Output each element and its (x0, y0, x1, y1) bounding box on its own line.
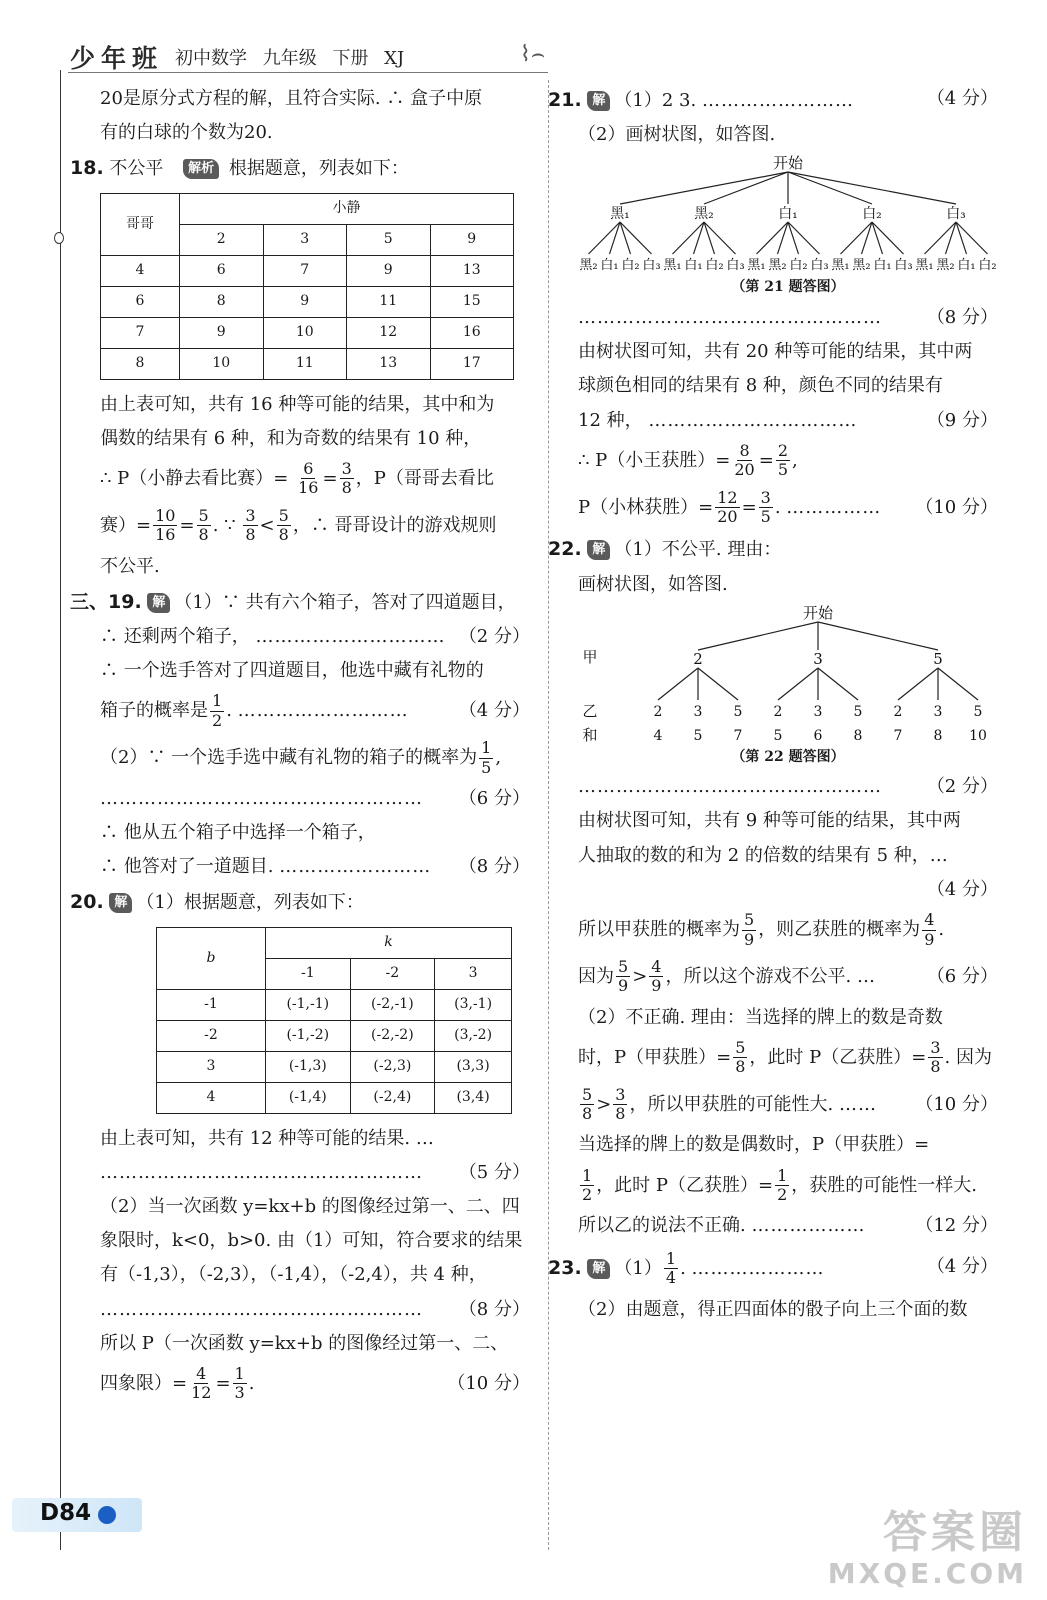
tree-node-label: 和 (582, 725, 598, 744)
score: （4 分） (458, 700, 530, 722)
table-cell: 9 (430, 224, 514, 255)
table-cell: (-2,3) (350, 1051, 435, 1082)
tree-node-label: 3 (693, 703, 703, 720)
table-cell: 10 (263, 317, 347, 348)
text: 赛）= (100, 514, 152, 536)
question-21-header: 21. 解 （1）2 3. …………………… （4 分） (548, 82, 998, 118)
tree-branch (658, 668, 698, 700)
score: （2 分） (926, 776, 998, 798)
text: （1）∵ 共有六个箱子，答对了四道题目， (174, 591, 516, 613)
watermark-text: 答案圈 (883, 1507, 1027, 1558)
text-line: 人抽取的数的和为 2 的倍数的结果有 5 种，… (578, 844, 948, 866)
table-cell: (-1,3) (266, 1051, 351, 1082)
book-info: 初中数学 九年级 下册 XJ (175, 48, 405, 69)
math-line: ∴ P（小王获胜）= $\frac{8}{20}$ = $\frac{2}{5}$ , (578, 440, 798, 480)
column-header: k (266, 927, 512, 958)
table-cell: -2 (350, 958, 435, 989)
tree-node-label: 2 (893, 703, 903, 720)
tree-branch (938, 668, 978, 700)
tree-node-label: 5 (853, 703, 863, 720)
text-line: 当选择的牌上的数是偶数时，P（甲获胜）= (578, 1134, 930, 1156)
text: 所以甲获胜的概率为 (578, 919, 740, 941)
math-line: $\frac{5}{8}$ > $\frac{3}{8}$ ，所以甲获胜的可能性大. …… （10 分） (578, 1082, 998, 1129)
question-number: 20. (70, 891, 104, 914)
margin-ring-icon (54, 232, 64, 244)
score: （10 分） (915, 1093, 998, 1115)
tree-branch (778, 668, 818, 700)
text: （2）∵ 一个选手选中藏有礼物的箱子的概率为 (100, 747, 478, 769)
text-line: ………………………………………… （8 分） (578, 301, 998, 335)
tree-node-label: 5 (773, 727, 783, 744)
table-cell: -2 (157, 1020, 266, 1051)
tree-node-label: 3 (933, 703, 943, 720)
text: （1） (614, 1257, 662, 1279)
question-number: 21. (548, 89, 582, 111)
text-line: 由上表可知，共有 16 种等可能的结果，其中和为 (100, 393, 495, 415)
math-line: 四象限）= $\frac{4}{12}$ = $\frac{1}{3}$ . （10 分） (100, 1361, 530, 1408)
text: ，所以甲获胜的可能性大. (629, 1093, 834, 1115)
fraction: $\frac{5}{8}$ (278, 505, 289, 545)
tree-node-label: 白₁ (778, 206, 798, 223)
text: ∴ P（小静去看比赛）= (100, 467, 289, 489)
table-cell: 6 (101, 286, 180, 317)
text: ∴ P（小王获胜）= (578, 449, 731, 471)
text-line: ∴ 他答对了一道题目. …………………… （8 分） (100, 850, 530, 884)
table-cell: 2 (180, 224, 264, 255)
tree-node-label: 黑₁ (747, 258, 766, 274)
tree-node-label: 5 (973, 703, 983, 720)
column-divider (548, 80, 549, 1550)
tree-node-label: 白₁ (957, 258, 976, 274)
tree-node-label: 3 (813, 649, 823, 668)
fraction: $\frac{5}{8}$ (735, 1037, 746, 1077)
table-cell: 3 (157, 1051, 266, 1082)
text: ，此时 P（乙获胜）= (596, 1174, 774, 1196)
score: （6 分） (926, 965, 998, 987)
table-cell: 13 (430, 255, 514, 286)
score: （10 分） (447, 1372, 530, 1394)
table-cell: -1 (157, 989, 266, 1020)
tree-node-label: 黑₂ (579, 258, 598, 274)
tree-node-label: 7 (893, 727, 903, 744)
right-column (548, 82, 998, 1327)
math-line: 箱子的概率是 $\frac{1}{2}$ . ……………………… （4 分） (100, 688, 530, 735)
tree-node-label: 白₂ (862, 206, 882, 223)
brand-logo: 少年班 (70, 44, 164, 73)
table-cell: 9 (347, 255, 431, 286)
text: 根据题意，列表如下： (228, 158, 409, 180)
text: 因为 (578, 965, 614, 987)
table-cell: 3 (263, 224, 347, 255)
text: 四象限）= (100, 1372, 188, 1394)
tree-node-label: 白₃ (946, 206, 966, 223)
tree-diagram-21 (578, 154, 998, 274)
pair-table (156, 927, 512, 1114)
math-line: 所以甲获胜的概率为 $\frac{5}{9}$ ，则乙获胜的概率为 $\frac{4}{9}$ . (578, 910, 945, 949)
tree-node-label: 白₃ (726, 258, 745, 274)
text-line: ………………………………………… （2 分） (578, 770, 998, 804)
text-line: 所以乙的说法不正确. ……………… （12 分） (578, 1209, 998, 1243)
watermark-url: MXQE.COM (827, 1557, 1027, 1590)
table-cell: 15 (430, 286, 514, 317)
math-line: （2）∵ 一个选手选中藏有礼物的箱子的概率为 $\frac{1}{5}$ , (100, 738, 502, 777)
tree-node-label: 白₁ (684, 258, 703, 274)
question-number: 22. (548, 538, 582, 561)
fraction: $\frac{10}{16}$ (155, 505, 176, 545)
question-18-header (70, 150, 530, 186)
tree-node-label: 白₂ (621, 258, 640, 274)
table-cell: (3,3) (435, 1051, 512, 1082)
tree-branch (704, 172, 788, 204)
table-cell: (-2,-2) (350, 1020, 435, 1051)
math-line: ∴ P（小静去看比赛）= $\frac{6}{16}$ = $\frac{3}{8}$ ，P（哥哥去看比 (100, 459, 494, 498)
tree-node-label: 黑₂ (852, 258, 871, 274)
tree-branch (818, 668, 858, 700)
tree-node-label: 甲 (582, 647, 598, 666)
math-line: P（小林获胜）= $\frac{12}{20}$ = $\frac{3}{5}$ . …………… （10 分） (578, 485, 998, 532)
table-cell: 8 (101, 348, 180, 379)
text: （1）2 3. (614, 90, 697, 111)
table-row (101, 286, 514, 317)
tree-node-label: 白₂ (789, 258, 808, 274)
fraction: $\frac{3}{8}$ (615, 1084, 626, 1124)
text-line: 20是原分式方程的解，且符合实际. ∴ 盒子中原 (100, 88, 483, 109)
text-line: （2）不正确. 理由：当选择的牌上的数是奇数 (578, 1006, 943, 1028)
tree-branch (698, 622, 818, 650)
text: ∴ 他答对了一道题目. (100, 856, 274, 878)
fraction: $\frac{5}{8}$ (582, 1084, 593, 1124)
solution-tag: 解 (587, 1259, 610, 1279)
text: ∴ 还剩两个箱子， (100, 625, 250, 647)
table-cell: 12 (347, 317, 431, 348)
text: . 因为 (944, 1046, 992, 1068)
tree-node-label: 4 (653, 727, 663, 744)
table-row (157, 989, 512, 1020)
text-line: 球颜色相同的结果有 8 种，颜色不同的结果有 (578, 375, 943, 397)
text: 箱子的概率是 (100, 700, 208, 722)
table-cell: 17 (430, 348, 514, 379)
score: （10 分） (915, 496, 998, 518)
text: 由上表可知，共有 12 种等可能的结果. (100, 1127, 411, 1149)
text-line: 12 种， …………………………… （9 分） (578, 404, 998, 438)
question-23-header: 23. 解 （1） $\frac{1}{4}$ . ………………… （4 分） (548, 1244, 998, 1293)
table-row (157, 1082, 512, 1113)
tree-node-label: 白₁ (600, 258, 619, 274)
decoration-icon: ⌇⌢ (520, 42, 546, 67)
table-cell: 5 (347, 224, 431, 255)
tree-branch (620, 172, 788, 204)
text-line: 偶数的结果有 6 种，和为奇数的结果有 10 种， (100, 427, 482, 449)
fraction: $\frac{1}{2}$ (582, 1165, 593, 1205)
solution-tag: 解 (587, 540, 610, 560)
text-line: （2）当一次函数 y=kx+b 的图像经过第一、二、四 (100, 1196, 520, 1217)
fraction: $\frac{3}{8}$ (245, 505, 256, 545)
text-line: （2）画树状图，如答图. (578, 124, 776, 146)
tree-branch (788, 172, 872, 204)
math-line: 赛）= $\frac{10}{16}$ = $\frac{5}{8}$ . ∵ $\frac{3}{8}$ < $\frac{5}{8}$ ，∴ 哥哥设计的游戏规则 (100, 505, 497, 545)
table-cell: (-2,-1) (350, 989, 435, 1020)
text-line: 由树状图可知，共有 20 种等可能的结果，其中两 (578, 341, 973, 363)
question-19-header (70, 584, 530, 620)
question-22-header (548, 531, 998, 567)
score: （5 分） (458, 1161, 530, 1183)
text-line: 画树状图，如答图. (578, 573, 728, 595)
tree-node-label: 5 (733, 703, 743, 720)
text: ，P（哥哥去看比 (355, 467, 494, 489)
table-cell: (-1,-2) (266, 1020, 351, 1051)
text: P（小林获胜）= (578, 496, 714, 518)
fraction: $\frac{4}{9}$ (924, 910, 935, 949)
text-line: …………………………………………… （5 分） (100, 1156, 530, 1190)
fraction: $\frac{6}{16}$ (298, 459, 319, 498)
table-cell: (-1,4) (266, 1082, 351, 1113)
table-row (101, 255, 514, 286)
text: ，获胜的可能性一样大. (791, 1174, 978, 1196)
score: （4 分） (926, 1255, 998, 1277)
table-row (101, 317, 514, 348)
fraction: $\frac{8}{20}$ (734, 440, 755, 480)
fraction: $\frac{3}{8}$ (930, 1037, 941, 1077)
fraction: $\frac{1}{3}$ (234, 1364, 245, 1403)
tree-node-label: 乙 (582, 701, 598, 720)
tree-branch (818, 622, 938, 650)
tree-diagram-22 (578, 604, 998, 744)
tree-node-label: 白₃ (894, 258, 913, 274)
table-cell: 9 (263, 286, 347, 317)
tree-node-label: 3 (813, 703, 823, 720)
tree-node-label: 白₁ (873, 258, 892, 274)
tree-node-label: 6 (813, 727, 823, 744)
table-cell: 10 (180, 348, 264, 379)
question-20-header (70, 884, 530, 920)
fraction: $\frac{2}{5}$ (777, 440, 789, 480)
table-cell: 4 (157, 1082, 266, 1113)
table-cell: 6 (180, 255, 264, 286)
score: （6 分） (458, 787, 530, 809)
table-cell: (-2,4) (350, 1082, 435, 1113)
text-line: （2）由题意，得正四面体的骰子向上三个面的数 (578, 1298, 968, 1320)
tree-node-label: 黑₁ (663, 258, 682, 274)
fraction: $\frac{1}{2}$ (212, 691, 223, 730)
tree-node-label: 2 (693, 649, 703, 668)
table-cell: 13 (347, 348, 431, 379)
text: ，则乙获胜的概率为 (758, 919, 921, 941)
tree-node-label: 白₃ (810, 258, 829, 274)
fraction: $\frac{4}{12}$ (191, 1364, 212, 1403)
text: （1）不公平. 理由： (614, 539, 782, 561)
fraction: $\frac{5}{9}$ (618, 956, 629, 996)
tree-node-label: 黑₁ (915, 258, 934, 274)
table-cell: (3,4) (435, 1082, 512, 1113)
text: （1）根据题意，列表如下： (136, 892, 364, 914)
figure-caption: （第 22 题答图） (731, 748, 845, 765)
score: （9 分） (926, 409, 998, 431)
fraction: $\frac{3}{5}$ (760, 487, 771, 527)
table-row (157, 1051, 512, 1082)
text: 12 种， (578, 409, 643, 431)
margin-line (60, 70, 61, 1550)
tree-branch (898, 668, 938, 700)
text-line: ∴ 他从五个箱子中选择一个箱子， (100, 822, 376, 844)
table-cell: 7 (101, 317, 180, 348)
tree-node-label: 黑₂ (768, 258, 787, 274)
tree-node-label: 黑₂ (694, 206, 714, 223)
tree-node-label: 黑₁ (831, 258, 850, 274)
tree-node-label: 5 (933, 649, 943, 668)
row-header: b (157, 927, 266, 989)
score: （4 分） (926, 88, 998, 109)
math-line (578, 1163, 998, 1210)
tree-node-label: 黑₁ (610, 206, 630, 223)
math-line (578, 1035, 998, 1082)
text-line (578, 873, 998, 907)
tree-node-label: 白₃ (642, 258, 661, 274)
figure-caption: （第 21 题答图） (731, 279, 845, 296)
text: ，∴ 哥哥设计的游戏规则 (292, 514, 497, 536)
text: ，所以这个游戏不公平. (665, 965, 852, 987)
solution-tag: 解 (109, 893, 132, 913)
table-cell: 16 (430, 317, 514, 348)
question-number: 23. (548, 1256, 582, 1279)
solution-tag: 解 (587, 91, 610, 111)
table-cell: (-1,-1) (266, 989, 351, 1020)
page-number: D84 (40, 1500, 92, 1526)
column-header: 小静 (180, 193, 514, 224)
tree-node-label: 白₂ (978, 258, 997, 274)
question-number: 18. (70, 157, 104, 180)
fraction: $\frac{4}{9}$ (651, 956, 662, 996)
fraction: $\frac{5}{9}$ (744, 910, 755, 949)
text-line: ∴ 一个选手答对了四道题目，他选中藏有礼物的 (100, 660, 484, 682)
score: （4 分） (926, 878, 998, 900)
text-line: 有的白球的个数为20. (100, 122, 273, 144)
score: （8 分） (926, 306, 998, 328)
blue-dot-icon (98, 1506, 116, 1524)
header-rule (68, 72, 548, 73)
fraction: $\frac{1}{5}$ (481, 738, 492, 777)
table-cell: 11 (263, 348, 347, 379)
table-cell: -1 (266, 958, 351, 989)
tree-branch (788, 172, 956, 204)
tree-node-label: 8 (933, 727, 943, 744)
table-cell: 4 (101, 255, 180, 286)
tree-node-label: 白₂ (705, 258, 724, 274)
score: （8 分） (458, 1298, 530, 1320)
table-cell: (3,-1) (435, 989, 512, 1020)
tree-branch (698, 668, 738, 700)
watermark (828, 1508, 1027, 1590)
tree-node-label: 5 (693, 727, 703, 744)
tree-node-label: 2 (653, 703, 663, 720)
page-header (70, 40, 404, 74)
text-line: 由树状图可知，共有 9 种等可能的结果，其中两 (578, 810, 961, 832)
text-line: …………………………………………… （8 分） (100, 1293, 530, 1327)
analysis-tag: 解析 (183, 159, 219, 179)
question-number: 三、19. (70, 590, 142, 613)
tree-node-label: 2 (773, 703, 783, 720)
tree-node-label: 黑₂ (936, 258, 955, 274)
table-cell: 3 (435, 958, 512, 989)
text-line: 不公平. (100, 555, 160, 577)
score: （2 分） (458, 625, 530, 647)
text-line: 由上表可知，共有 12 种等可能的结果. … (100, 1127, 435, 1149)
solution-tag: 解 (147, 593, 170, 613)
text: 所以乙的说法不正确. (578, 1215, 746, 1237)
text-line: …………………………………………… （6 分） (100, 782, 530, 816)
row-header: 哥哥 (101, 193, 180, 255)
score: （8 分） (458, 856, 530, 878)
math-line: 因为 $\frac{5}{9}$ > $\frac{4}{9}$ ，所以这个游戏不公平. … （6 分） (578, 954, 998, 1001)
text-line: ∴ 还剩两个箱子， ………………………… （2 分） (100, 620, 530, 654)
text: ，此时 P（乙获胜）= (749, 1046, 927, 1068)
fraction: $\frac{3}{8}$ (341, 459, 352, 498)
text-line: 有（-1,3），（-2,3），（-1,4），（-2,4），共 4 种， (100, 1264, 487, 1286)
page-number-badge (12, 1498, 142, 1532)
sum-table (100, 193, 514, 380)
text: 时，P（甲获胜）= (578, 1046, 732, 1068)
fraction: $\frac{1}{2}$ (777, 1165, 788, 1205)
table-cell: 8 (180, 286, 264, 317)
answer-text: 不公平 (109, 158, 164, 180)
tree-node-label: 10 (969, 727, 987, 744)
table-row (157, 1020, 512, 1051)
fraction: $\frac{1}{4}$ (665, 1248, 677, 1288)
left-column (70, 82, 530, 1408)
tree-node-label: 开始 (802, 603, 834, 622)
table-row (101, 348, 514, 379)
text-line: 所以 P（一次函数 y=kx+b 的图像经过第一、二、 (100, 1332, 509, 1354)
table-cell: (3,-2) (435, 1020, 512, 1051)
score: （12 分） (915, 1215, 998, 1237)
tree-node-label: 7 (733, 727, 743, 744)
table-cell: 11 (347, 286, 431, 317)
table-cell: 7 (263, 255, 347, 286)
fraction: $\frac{12}{20}$ (717, 487, 738, 527)
table-cell: 9 (180, 317, 264, 348)
tree-node-label: 8 (853, 727, 863, 744)
fraction: $\frac{5}{8}$ (198, 505, 209, 545)
text-line: 象限时，k<0，b>0. 由（1）可知，符合要求的结果 (100, 1230, 523, 1252)
tree-node-label: 开始 (772, 154, 804, 173)
